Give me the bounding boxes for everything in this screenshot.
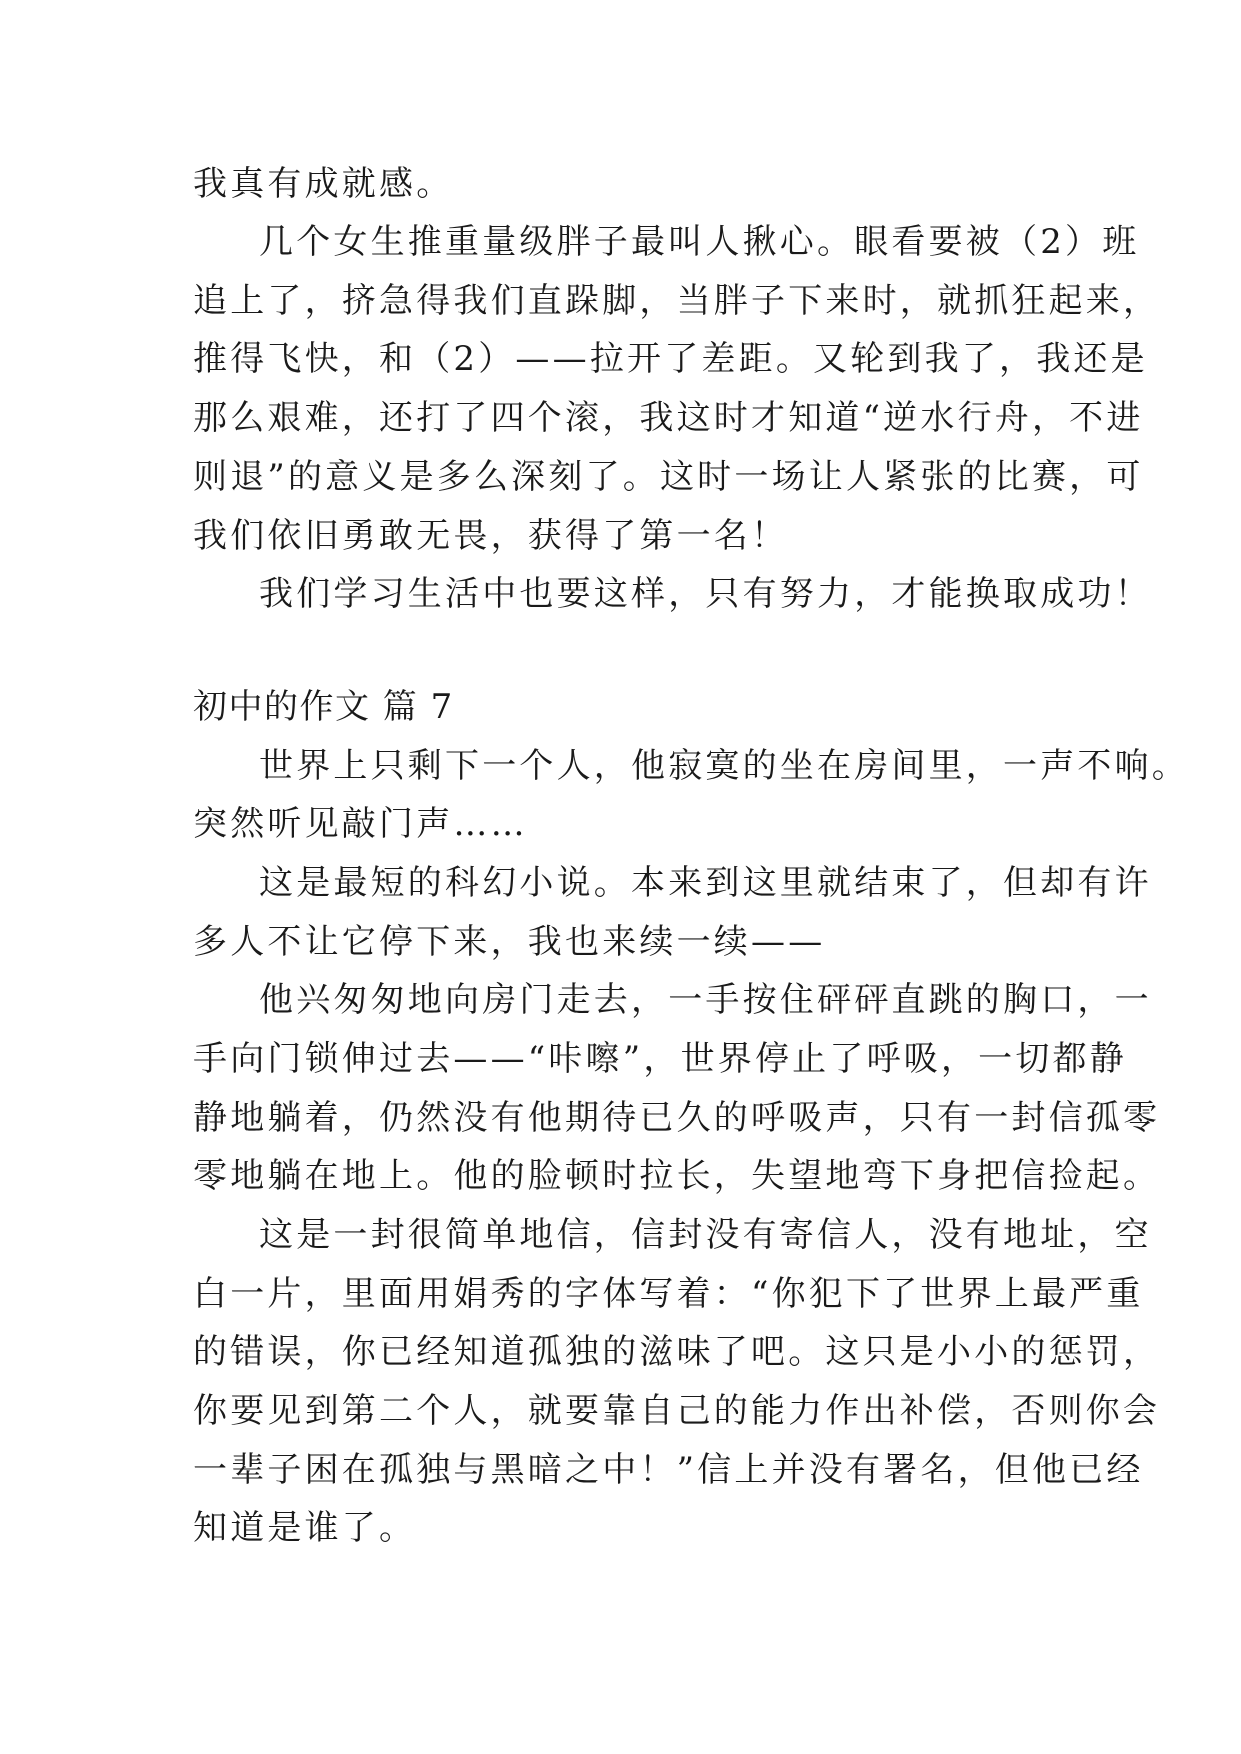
text-line: 我真有成就感。 bbox=[193, 164, 454, 204]
text-line: 突然听见敲门声…… bbox=[193, 804, 528, 844]
text-line: 手向门锁伸过去——“咔嚓”，世界停止了呼吸，一切都静 bbox=[193, 1039, 1127, 1079]
text-line: 我们学习生活中也要这样，只有努力，才能换取成功！ bbox=[259, 574, 1152, 614]
text-line: 追上了，挤急得我们直跺脚，当胖子下来时，就抓狂起来， bbox=[193, 281, 1161, 321]
text-line: 他兴匆匆地向房门走去，一手按住砰砰直跳的胸口，一 bbox=[259, 980, 1152, 1020]
text-line: 推得飞快，和（2）——拉开了差距。又轮到我了，我还是 bbox=[193, 339, 1148, 379]
text-line: 几个女生推重量级胖子最叫人揪心。眼看要被（2）班 bbox=[259, 222, 1140, 262]
section-heading: 初中的作文 篇 7 bbox=[193, 687, 454, 727]
text-line: 静地躺着，仍然没有他期待已久的呼吸声，只有一封信孤零 bbox=[193, 1098, 1161, 1138]
text-line: 白一片，里面用娟秀的字体写着：“你犯下了世界上最严重 bbox=[193, 1274, 1144, 1314]
text-line: 你要见到第二个人，就要靠自己的能力作出补偿，否则你会 bbox=[193, 1391, 1161, 1431]
text-line: 的错误，你已经知道孤独的滋味了吧。这只是小小的惩罚， bbox=[193, 1332, 1161, 1372]
text-line: 则退”的意义是多么深刻了。这时一场让人紧张的比赛，可 bbox=[193, 457, 1144, 497]
text-line: 多人不让它停下来，我也来续一续—— bbox=[193, 922, 826, 962]
text-line: 零地躺在地上。他的脸顿时拉长，失望地弯下身把信捡起。 bbox=[193, 1156, 1161, 1196]
text-line: 我们依旧勇敢无畏，获得了第一名！ bbox=[193, 516, 789, 556]
text-line: 知道是谁了。 bbox=[193, 1508, 417, 1548]
text-line: 一辈子困在孤独与黑暗之中！”信上并没有署名，但他已经 bbox=[193, 1450, 1144, 1490]
text-line: 这是最短的科幻小说。本来到这里就结束了，但却有许 bbox=[259, 863, 1152, 903]
text-line: 世界上只剩下一个人，他寂寞的坐在房间里，一声不响。 bbox=[259, 746, 1189, 786]
text-line: 那么艰难，还打了四个滚，我这时才知道“逆水行舟，不进 bbox=[193, 398, 1144, 438]
text-line: 这是一封很简单地信，信封没有寄信人，没有地址，空 bbox=[259, 1215, 1152, 1255]
